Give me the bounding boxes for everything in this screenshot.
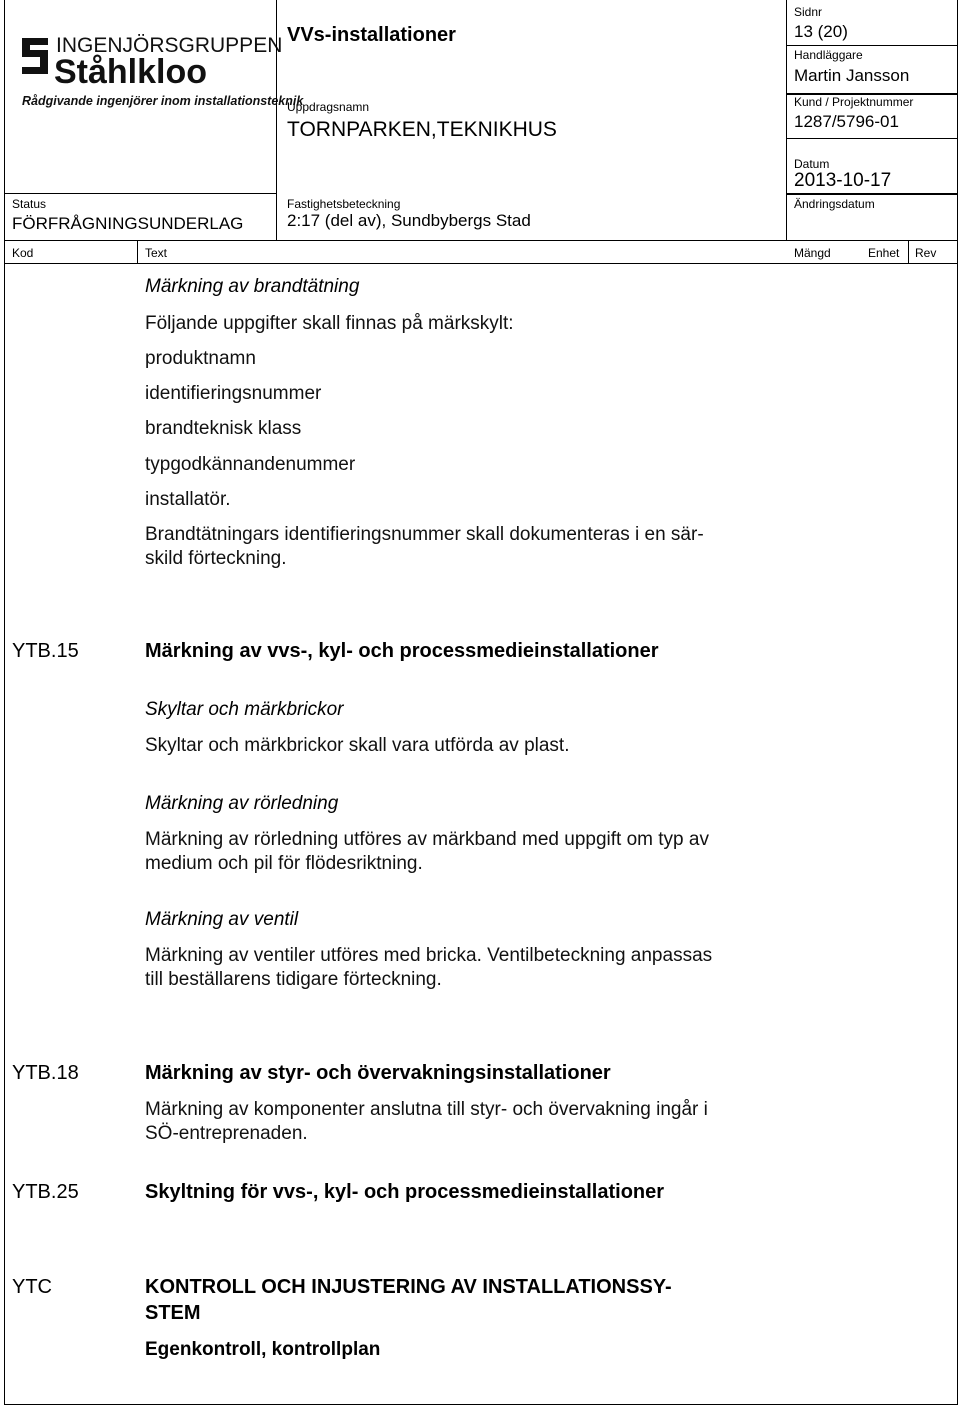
brand-intro: Följande uppgifter skall finnas på märkskylt: bbox=[145, 313, 514, 334]
status-value: FÖRFRÅGNINGSUNDERLAG bbox=[12, 214, 244, 233]
brand-heading: Märkning av brandtätning bbox=[145, 276, 360, 297]
fastighet-value: 2:17 (del av), Sundbybergs Stad bbox=[287, 211, 531, 230]
skyltar-heading: Skyltar och märkbrickor bbox=[145, 699, 344, 720]
section-title-ytb25: Skyltning för vvs-, kyl- och processmedieinstallationer bbox=[145, 1181, 665, 1203]
datum-value: 2013-10-17 bbox=[794, 170, 892, 191]
section-title-ytc-line2: STEM bbox=[145, 1302, 201, 1324]
ror-text-line1: Märkning av rörledning utföres av märkband med uppgift om typ av bbox=[145, 829, 709, 850]
status-label: Status bbox=[12, 197, 47, 211]
ror-text-line2: medium och pil för flödesriktning. bbox=[145, 853, 423, 874]
brand-item: typgodkännandenummer bbox=[145, 454, 356, 475]
section-title-ytb18: Märkning av styr- och övervakningsinstallationer bbox=[145, 1062, 611, 1084]
ytc-subheading: Egenkontroll, kontrollplan bbox=[145, 1339, 381, 1360]
header-divider-left bbox=[276, 0, 277, 240]
projekt-label: Kund / Projektnummer bbox=[794, 95, 914, 109]
section-title-ytb15: Märkning av vvs-, kyl- och processmedieinstallationer bbox=[145, 640, 659, 662]
skyltar-text: Skyltar och märkbrickor skall vara utförda av plast. bbox=[145, 735, 570, 756]
andring-label: Ändringsdatum bbox=[794, 197, 875, 211]
section-code-ytb15: YTB.15 bbox=[12, 640, 79, 662]
header-divider-right bbox=[786, 0, 787, 240]
uppdrag-label: Uppdragsnamn bbox=[287, 100, 370, 114]
company-logo bbox=[18, 28, 304, 112]
logo-tagline: Rådgivande ingenjörer inom installationsteknik bbox=[22, 94, 304, 108]
projekt-value: 1287/5796-01 bbox=[794, 112, 899, 131]
section-code-ytb18: YTB.18 bbox=[12, 1062, 79, 1084]
col-kod: Kod bbox=[12, 246, 34, 260]
brand-note-line2: skild förteckning. bbox=[145, 548, 287, 569]
col-rev: Rev bbox=[915, 246, 937, 260]
brand-item: brandteknisk klass bbox=[145, 418, 302, 439]
fastighet-label: Fastighetsbeteckning bbox=[287, 197, 401, 211]
brand-item: identifieringsnummer bbox=[145, 383, 322, 404]
section-code-ytb25: YTB.25 bbox=[12, 1181, 79, 1203]
sidnr-label: Sidnr bbox=[794, 5, 823, 19]
datum-label: Datum bbox=[794, 157, 830, 171]
handlaggare-value: Martin Jansson bbox=[794, 66, 910, 85]
brand-note-line1: Brandtätningars identifieringsnummer skall dokumenteras i en sär- bbox=[145, 524, 704, 545]
sidnr-value: 13 (20) bbox=[794, 22, 848, 41]
handlaggare-label: Handläggare bbox=[794, 48, 863, 62]
section-title-ytc-line1: KONTROLL OCH INJUSTERING AV INSTALLATIONSSY- bbox=[145, 1276, 672, 1298]
col-text: Text bbox=[145, 246, 168, 260]
logo-line1: INGENJÖRSGRUPPEN bbox=[56, 34, 283, 57]
ventil-heading: Märkning av ventil bbox=[145, 909, 299, 930]
doc-title: VVs-installationer bbox=[287, 24, 456, 46]
ytb18-text-line2: SÖ-entreprenaden. bbox=[145, 1123, 308, 1144]
col-enhet: Enhet bbox=[868, 246, 900, 260]
brand-item: installatör. bbox=[145, 489, 231, 510]
ytb18-text-line1: Märkning av komponenter anslutna till styr- och övervakning ingår i bbox=[145, 1099, 708, 1120]
col-mangd: Mängd bbox=[794, 246, 831, 260]
ror-heading: Märkning av rörledning bbox=[145, 793, 339, 814]
ventil-text-line2: till beställarens tidigare förteckning. bbox=[145, 969, 442, 990]
brand-item: produktnamn bbox=[145, 348, 256, 369]
section-code-ytc: YTC bbox=[12, 1276, 52, 1298]
uppdrag-value: TORNPARKEN,TEKNIKHUS bbox=[287, 118, 557, 141]
ventil-text-line1: Märkning av ventiler utföres med bricka. Ventilbeteckning anpassas bbox=[145, 945, 713, 966]
logo-line2: Ståhlkloo bbox=[54, 53, 208, 91]
